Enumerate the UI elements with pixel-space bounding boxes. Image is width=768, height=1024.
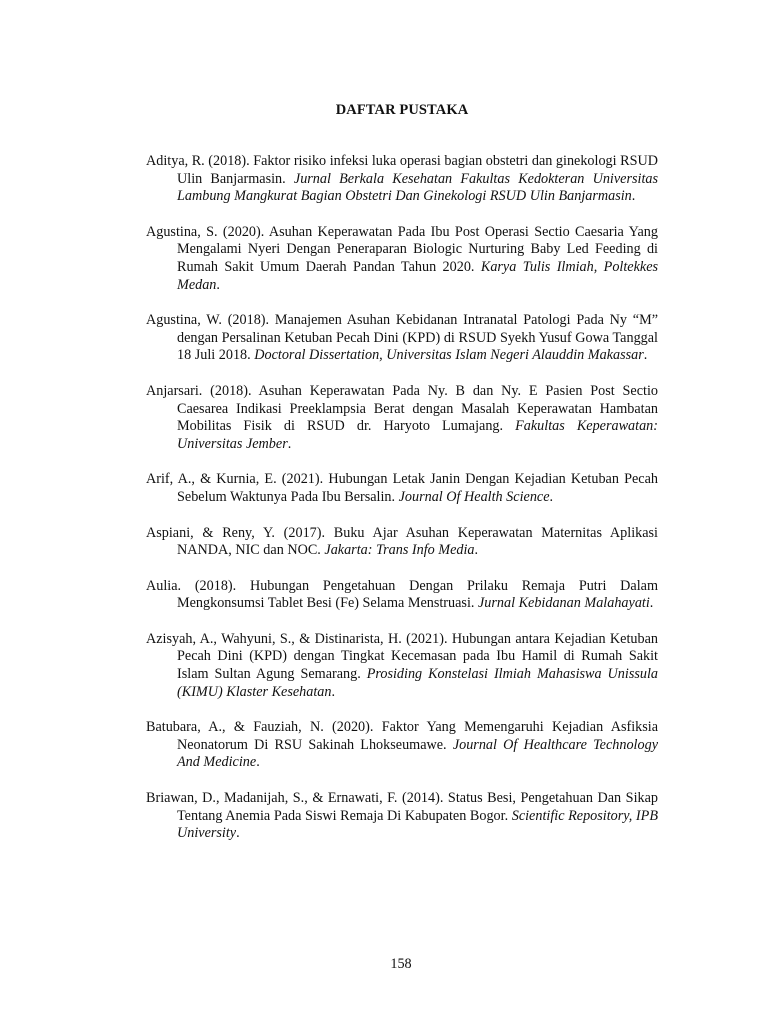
page-title: DAFTAR PUSTAKA bbox=[335, 102, 469, 118]
reference-end: . bbox=[236, 825, 240, 842]
reference-text: Batubara, A., & Fauziah, N. (2020). Faktor Yang Memengaruhi Kejadian Asfiksia Neonatorum Di RSU Sakinah Lhokseumawe. bbox=[146, 719, 658, 753]
reference-entry bbox=[146, 471, 658, 506]
reference-end: . bbox=[549, 488, 554, 505]
reference-entry bbox=[146, 719, 658, 772]
reference-text: Aulia. (2018). Hubungan Pengetahuan Dengan Prilaku Remaja Putri Dalam Mengkonsumsi Tablet Besi (Fe) Selama Menstruasi. bbox=[146, 577, 658, 612]
reference-entry bbox=[146, 525, 658, 560]
reference-list bbox=[146, 153, 658, 861]
reference-text: Azisyah, A., Wahyuni, S., & Distinarista, H. (2021). Hubungan antara Kejadian Ketuban Pecah Dini (KPD) dengan Tingkat Kecemasan pada Ibu Hamil di Rumah Sakit Islam Sultan Agung Semarang. bbox=[146, 630, 658, 683]
page-number: 158 bbox=[390, 956, 412, 972]
reference-source: Journal Of Healthcare Technology And Medicine bbox=[177, 736, 658, 771]
reference-text: Briawan, D., Madanijah, S., & Ernawati, F. (2014). Status Besi, Pengetahuan Dan Sikap Tentang Anemia Pada Siswi Remaja Di Kabupaten Bogor. bbox=[146, 790, 658, 824]
reference-end: . bbox=[287, 435, 292, 452]
reference-end: . bbox=[331, 683, 336, 700]
reference-text: Agustina, S. (2020). Asuhan Keperawatan Pada Ibu Post Operasi Sectio Caesaria Yang Mengalami Nyeri Dengan Peneraparan Biologic Nurturing Baby Led Feeding di Rumah Sakit Umum Daerah Pandan Tahun 2020. bbox=[146, 223, 658, 275]
reference-end: . bbox=[649, 595, 654, 612]
reference-end: . bbox=[643, 347, 648, 364]
reference-entry bbox=[146, 312, 658, 365]
reference-source: Jurnal Berkala Kesehatan Fakultas Kedokteran Universitas Lambung Mangkurat Bagian Obstetri Dan Ginekologi RSUD Ulin Banjarmasin bbox=[177, 170, 659, 205]
reference-entry bbox=[146, 578, 658, 613]
reference-source: Scientific Repository, IPB University bbox=[177, 807, 658, 842]
reference-text: Aspiani, & Reny, Y. (2017). Buku Ajar Asuhan Keperawatan Maternitas Aplikasi NANDA, NIC dan NOC. bbox=[146, 524, 658, 559]
reference-source: Doctoral Dissertation, Universitas Islam Negeri Alauddin Makassar bbox=[254, 347, 644, 364]
reference-entry bbox=[146, 153, 658, 206]
reference-source: Karya Tulis Ilmiah, Poltekkes Medan bbox=[177, 258, 659, 293]
reference-end: . bbox=[474, 542, 479, 559]
reference-entry bbox=[146, 790, 658, 843]
reference-entry bbox=[146, 383, 658, 453]
reference-text: Anjarsari. (2018). Asuhan Keperawatan Pada Ny. B dan Ny. E Pasien Post Sectio Caesarea Indikasi Preeklampsia Berat dengan Masalah Keperawatan Hambatan Mobilitas Fisik di RSUD dr. Haryoto Lumajang. bbox=[146, 382, 658, 435]
reference-source: Jakarta: Trans Info Media bbox=[324, 542, 475, 559]
reference-end: . bbox=[256, 754, 260, 771]
reference-source: Jurnal Kebidanan Malahayati bbox=[477, 595, 650, 612]
reference-source: Journal Of Health Science bbox=[398, 488, 550, 505]
reference-text: Arif, A., & Kurnia, E. (2021). Hubungan Letak Janin Dengan Kejadian Ketuban Pecah Sebelum Waktunya Pada Ibu Bersalin. bbox=[146, 471, 658, 505]
reference-text: Agustina, W. (2018). Manajemen Asuhan Kebidanan Intranatal Patologi Pada Ny “M” dengan Persalinan Ketuban Pecah Dini (KPD) di RSUD Syekh Yusuf Gowa Tanggal 18 Juli 2018. bbox=[146, 312, 658, 364]
reference-entry bbox=[146, 224, 658, 294]
reference-source: Prosiding Konstelasi Ilmiah Mahasiswa Unissula (KIMU) Klaster Kesehatan bbox=[177, 666, 658, 700]
reference-end: . bbox=[631, 188, 636, 205]
reference-end: . bbox=[216, 276, 220, 293]
reference-source: Fakultas Keperawatan: Universitas Jember bbox=[177, 418, 658, 452]
reference-entry bbox=[146, 631, 658, 701]
reference-text: Aditya, R. (2018). Faktor risiko infeksi luka operasi bagian obstetri dan ginekologi RSUD Ulin Banjarmasin. bbox=[146, 153, 658, 187]
